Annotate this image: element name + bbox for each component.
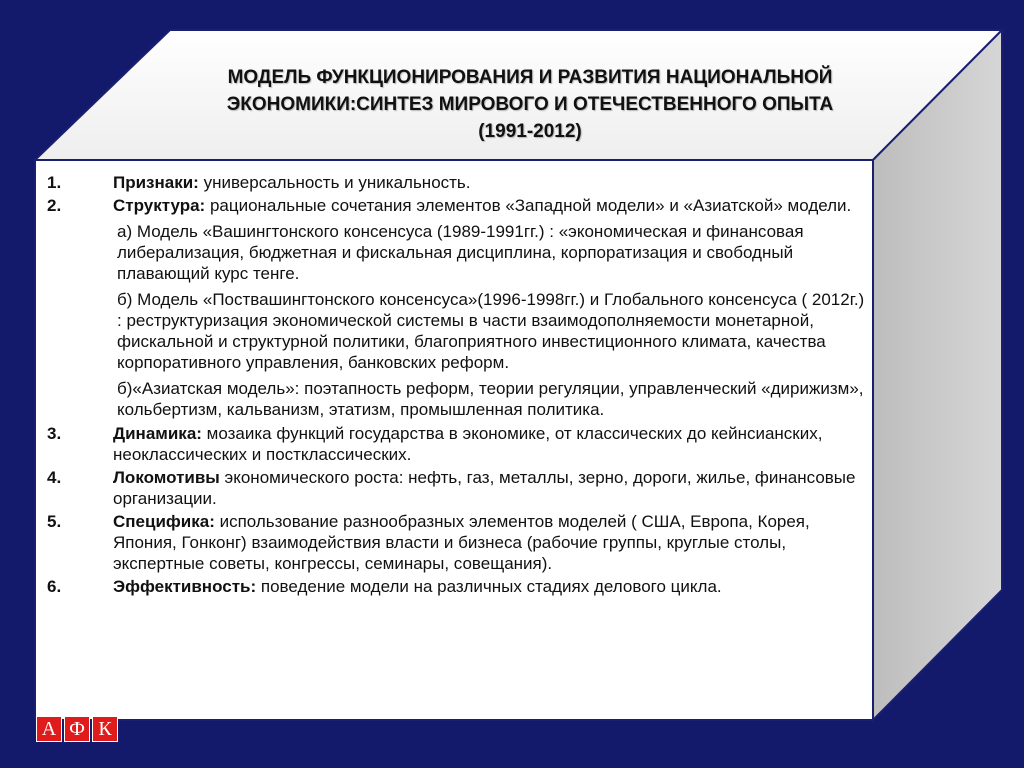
slide-title — [150, 64, 910, 145]
item-text: универсальность и уникальность. — [198, 173, 471, 192]
content-list — [47, 172, 865, 599]
item-number: 3. — [47, 424, 62, 443]
item-number: 6. — [47, 577, 62, 596]
afk-logo — [36, 716, 118, 742]
list-item-6 — [47, 576, 865, 597]
title-line-3: (1991-2012) — [478, 121, 582, 142]
item-number: 4. — [47, 468, 62, 487]
list-item-5 — [47, 511, 865, 574]
item-text: экономического роста: нефть, газ, металлы, зерно, дороги, жилье, финансовые организации. — [113, 468, 856, 508]
item-label: Специфика: — [113, 512, 215, 531]
item-text: использование разнообразных элементов моделей ( США, Европа, Корея, Япония, Гонконг) взаимодействия власти и бизнеса (рабочие группы, круглые столы, экспертные советы, конгрессы, семинары, совещания). — [113, 512, 810, 573]
item-number: 5. — [47, 512, 62, 531]
logo-letter-a: А — [36, 716, 62, 742]
list-item-2 — [47, 195, 865, 216]
item-label: Динамика: — [113, 424, 202, 443]
item-label: Признаки: — [113, 173, 199, 192]
item-number: 1. — [47, 173, 62, 192]
list-item-4 — [47, 467, 865, 509]
list-item-1 — [47, 172, 865, 193]
item-number: 2. — [47, 196, 62, 215]
subitem-c: б)«Азиатская модель»: поэтапность реформ, теории регуляции, управленческий «дирижизм», кольбертизм, кальванизм, этатизм, промышленная политика. — [117, 379, 864, 419]
item-text: рациональные сочетания элементов «Западной модели» и «Азиатской» модели. — [205, 196, 852, 215]
logo-letter-f: Ф — [64, 716, 90, 742]
item-text: мозаика функций государства в экономике, от классических до кейнсианских, неоклассических и постклассических. — [113, 424, 823, 464]
title-line-1: МОДЕЛЬ ФУНКЦИОНИРОВАНИЯ И РАЗВИТИЯ НАЦИОНАЛЬНОЙ — [227, 67, 833, 88]
subitem-a: а) Модель «Вашингтонского консенсуса (1989-1991гг.) : «экономическая и финансовая либерализация, бюджетная и фискальная дисциплина, корпоратизация и свободный плавающий курс тенге. — [117, 222, 804, 283]
item-label: Локомотивы — [113, 468, 220, 487]
list-item-3 — [47, 423, 865, 465]
item-label: Эффективность: — [113, 577, 257, 596]
item-text: поведение модели на различных стадиях делового цикла. — [256, 577, 722, 596]
subitem-b: б) Модель «Поствашингтонского консенсуса»(1996-1998гг.) и Глобального консенсуса ( 2012г.) : реструктуризация экономической системы в части взаимодополняемости монетарной, фискальной и структурной политики, благоприятного инвестиционного климата, качества корпоративного управления, банковских реформ. — [117, 290, 865, 372]
title-line-2: ЭКОНОМИКИ:СИНТЕЗ МИРОВОГО И ОТЕЧЕСТВЕННОГО ОПЫТА — [226, 94, 834, 115]
item-label: Структура: — [113, 196, 206, 215]
logo-letter-k: К — [92, 716, 118, 742]
